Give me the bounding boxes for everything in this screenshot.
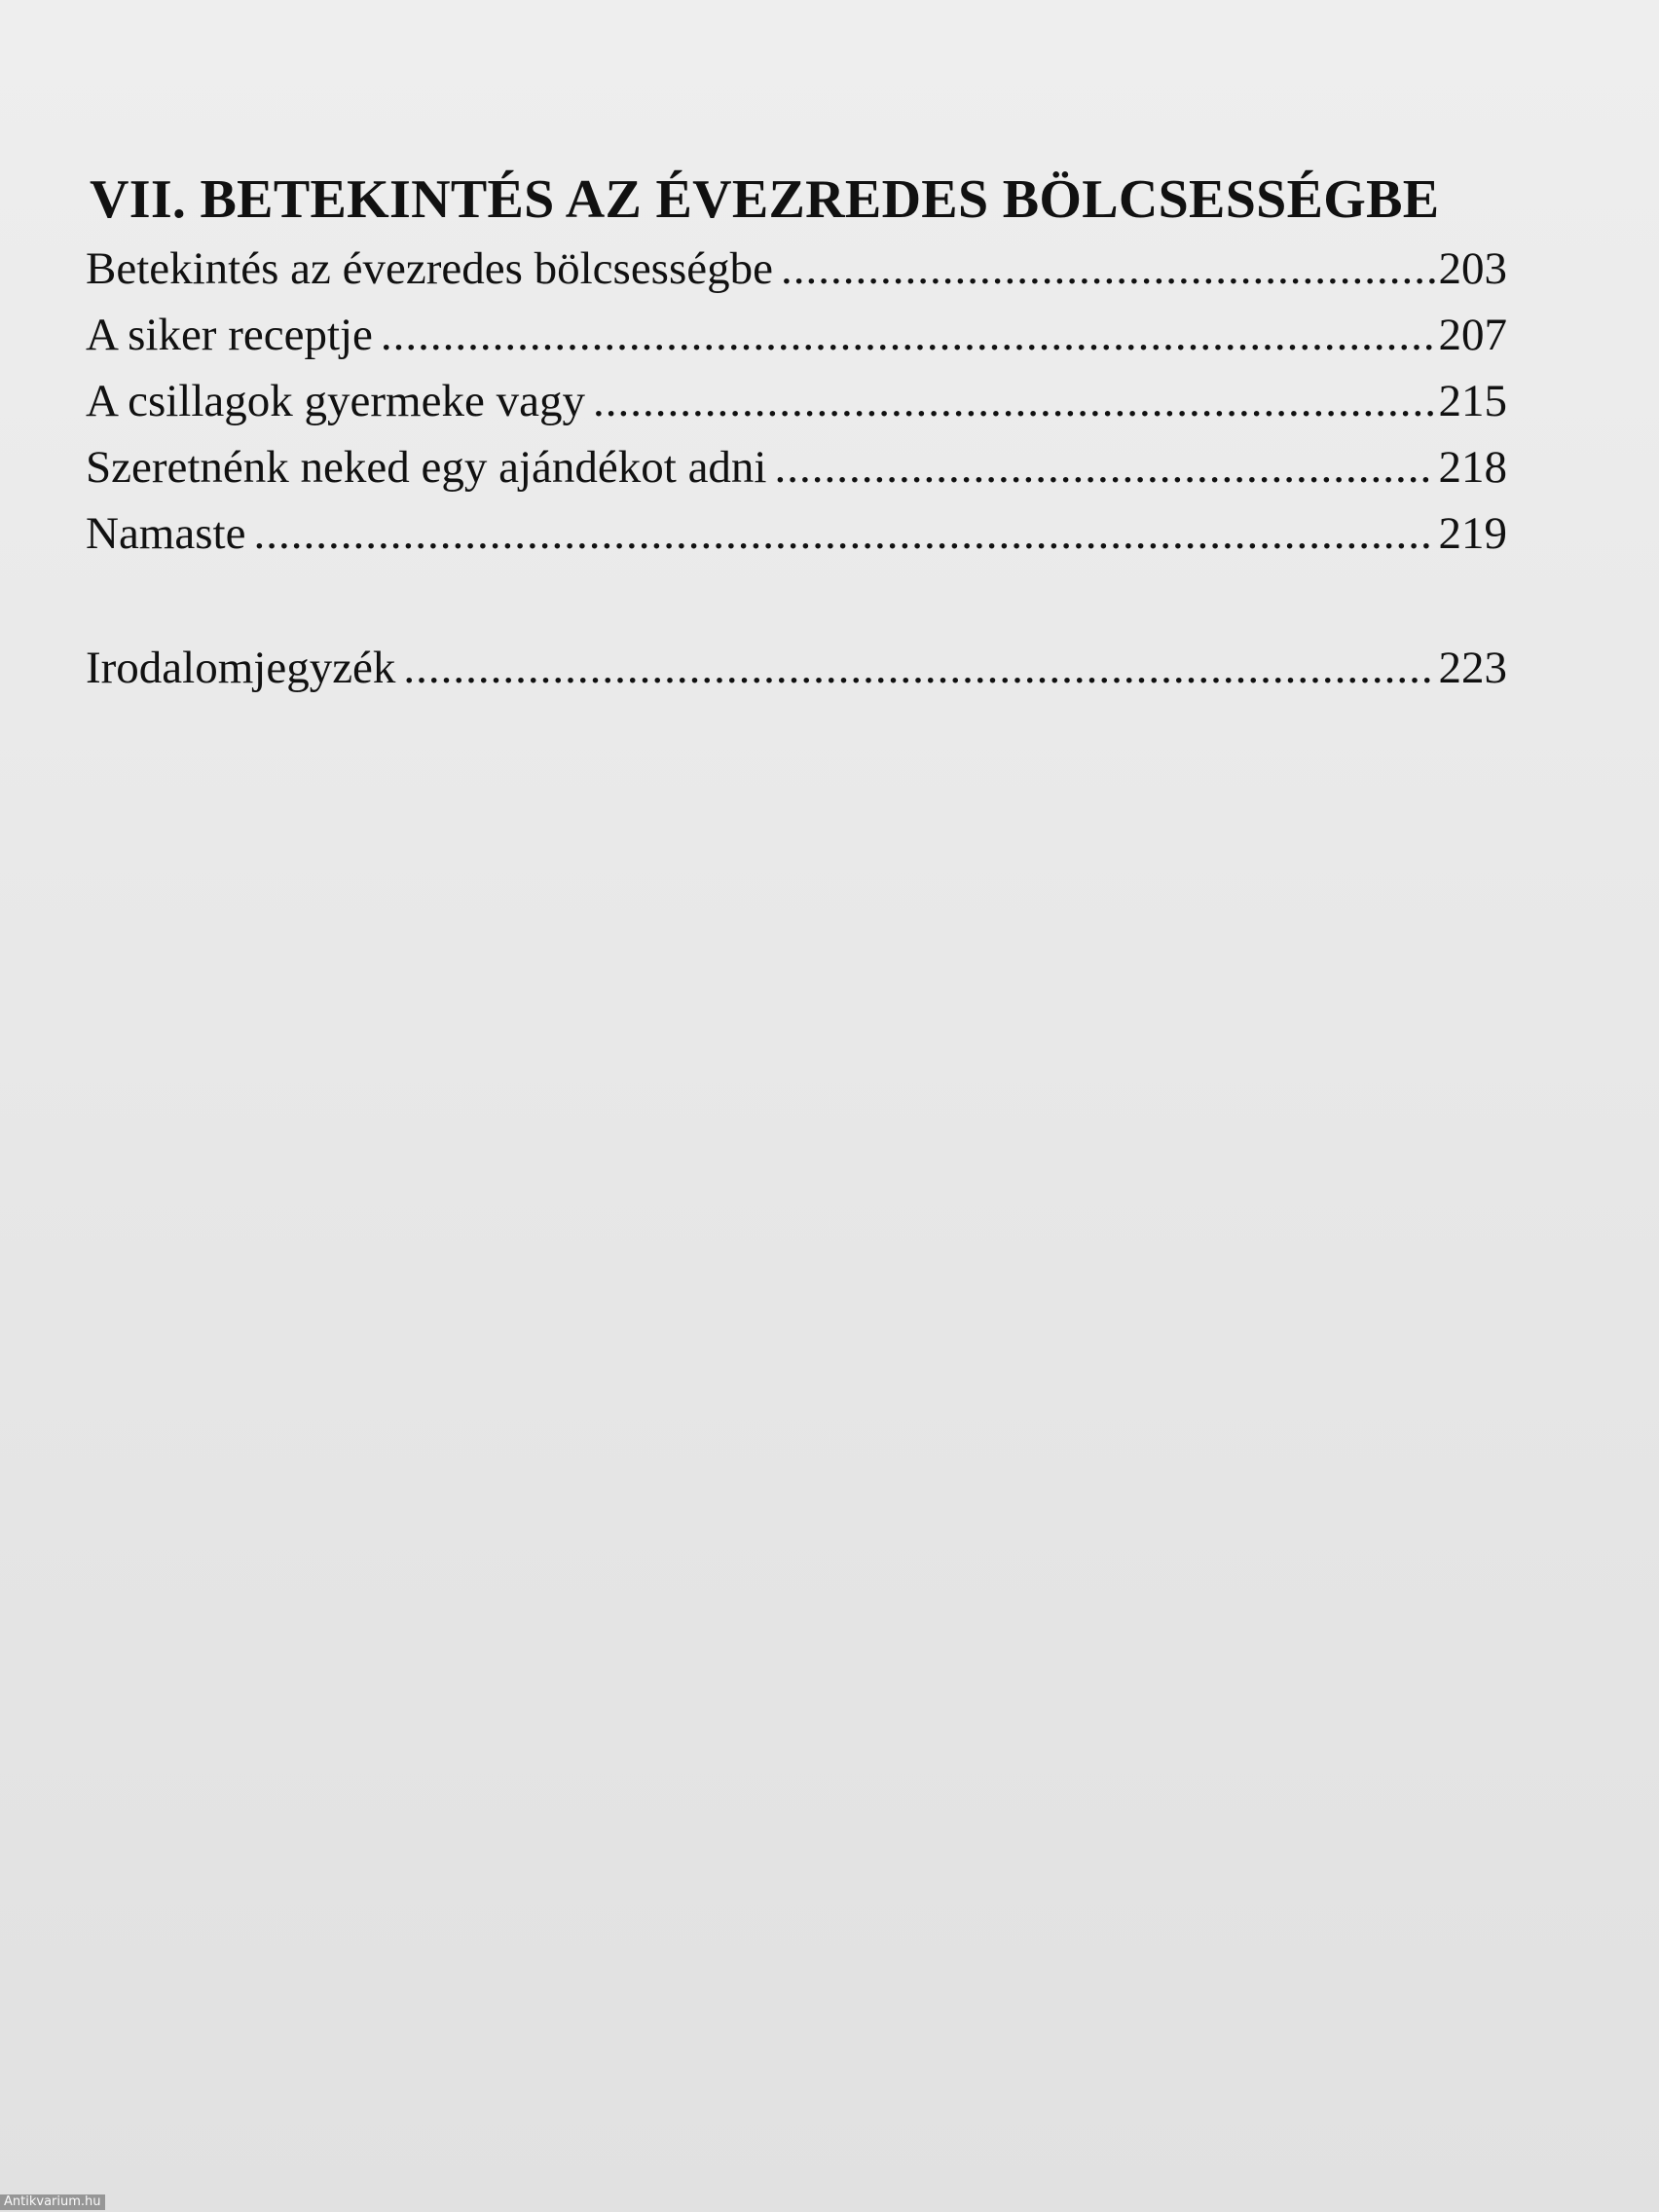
- dot-leader: [253, 500, 1434, 567]
- dot-leader: [593, 368, 1435, 434]
- toc-entry-title: Irodalomjegyzék: [86, 643, 396, 693]
- toc-entry-title: Betekintés az évezredes bölcsességbe: [86, 243, 773, 294]
- watermark-label: Antikvarium.hu: [0, 2194, 105, 2210]
- table-of-contents: [86, 166, 1507, 701]
- toc-entry-page: 215: [1438, 376, 1507, 426]
- toc-entry: [86, 302, 1507, 368]
- dot-leader: [775, 434, 1435, 500]
- toc-entry-title: Szeretnénk neked egy ajándékot adni: [86, 442, 767, 493]
- chapter-heading: VII. BETEKINTÉS AZ ÉVEZREDES BÖLCSESSÉGBE: [90, 169, 1440, 230]
- toc-entry-page: 219: [1438, 508, 1507, 559]
- toc-entry-title: Namaste: [86, 508, 246, 559]
- toc-entry: [86, 368, 1507, 434]
- toc-entry: [86, 434, 1507, 500]
- toc-entry: [86, 500, 1507, 567]
- toc-entry-title: A csillagok gyermeke vagy: [86, 376, 585, 426]
- dot-leader: [403, 635, 1434, 701]
- toc-entry-page: 223: [1438, 643, 1507, 693]
- toc-entry-bibliography: [86, 635, 1507, 701]
- toc-entry-page: 207: [1438, 310, 1507, 360]
- dot-leader: [381, 302, 1435, 368]
- toc-entry-title: A siker receptje: [86, 310, 373, 360]
- toc-entry-page: 218: [1438, 442, 1507, 493]
- toc-entry-page: 203: [1438, 243, 1507, 294]
- toc-entry: [86, 236, 1507, 302]
- dot-leader: [781, 236, 1435, 302]
